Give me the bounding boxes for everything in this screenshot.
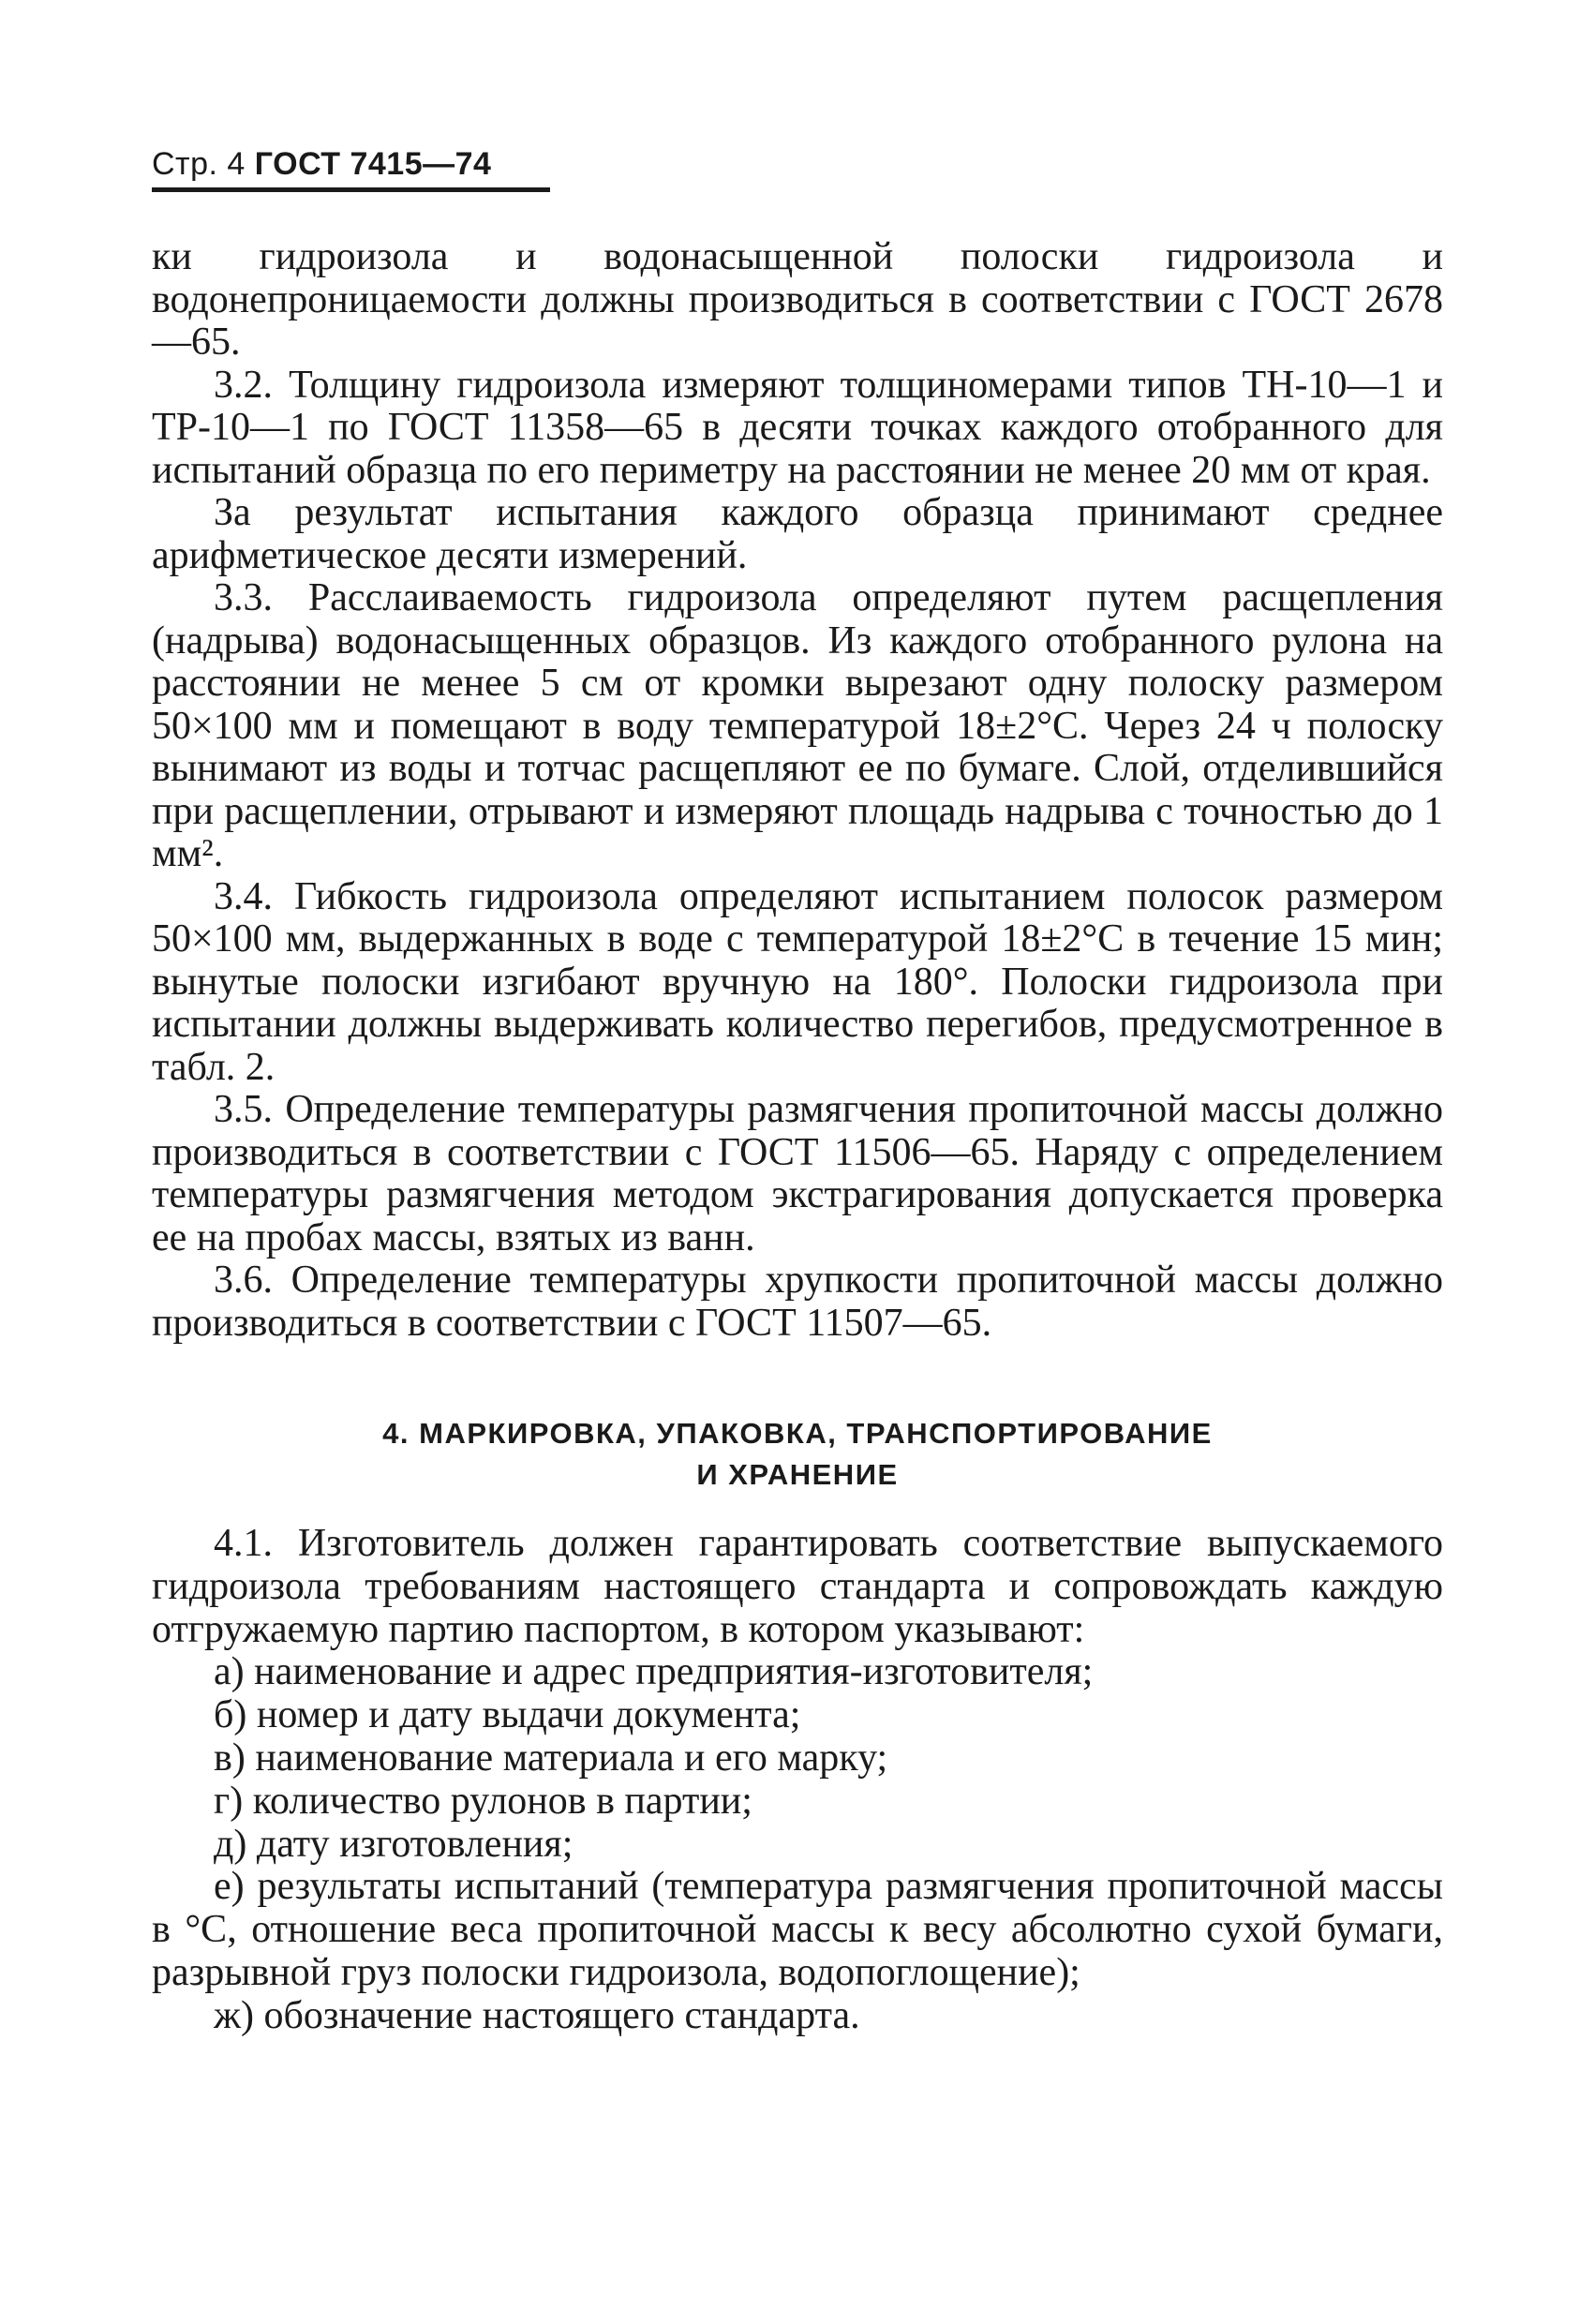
paragraph-3-4: 3.4. Гибкость гидроизола определяют испытанием полосок размером 50×100 мм, выдержанных в воде с температурой 18±2°С в течение 15 мин; вынутые полоски изгибают вручную на 180°. Полоски гидроизола при испытании должны выдерживать количество перегибов, предусмотренное в табл. 2. [152, 874, 1443, 1089]
header-rule [152, 187, 550, 192]
page-header [152, 146, 491, 183]
section-3-text [152, 236, 1443, 1345]
paragraph-3-5: 3.5. Определение температуры размягчения пропиточной массы должно производиться в соответствии с ГОСТ 11506—65. Наряду с определением температуры размягчения методом экстрагирования допускается проверка ее на пробах массы, взятых из ванн. [152, 1088, 1443, 1259]
page-number: Стр. 4 [152, 146, 246, 182]
section-4-text [152, 1523, 1443, 2038]
list-item-zh: ж) обозначение настоящего стандарта. [214, 1993, 860, 2037]
section-4-heading-line-2: И ХРАНЕНИЕ [696, 1458, 899, 1491]
paragraph-3-2-result: За результат испытания каждого образца принимают среднее арифметическое десяти измерений. [152, 491, 1443, 577]
list-item-e: е) результаты испытаний (температура размягчения пропиточной массы в °С, отношение веса пропиточной массы к весу абсолютно сухой бумаги, разрывной груз полоски гидроизола, водопоглощение); [152, 1865, 1443, 1994]
list-item-a: а) наименование и адрес предприятия-изготовителя; [214, 1650, 1094, 1694]
list-item-d: д) дату изготовления; [214, 1822, 574, 1866]
document-code: ГОСТ 7415—74 [254, 146, 492, 182]
section-4-heading [152, 1413, 1443, 1496]
paragraph-3-3: 3.3. Расслаиваемость гидроизола определяют путем расщепления (надрыва) водонасыщенных образцов. Из каждого отобранного рулона на расстоянии не менее 5 см от кромки вырезают одну полоску размером 50×100 мм и помещают в воду температурой 18±2°С. Через 24 ч полоску вынимают из воды и тотчас расщепляют ее по бумаге. Слой, отделившийся при расщеплении, отрывают и измеряют площадь надрыва с точностью до 1 мм². [152, 576, 1443, 875]
paragraph-continuation: ки гидроизола и водонасыщенной полоски гидроизола и водонепроницаемости должны производиться в соответствии с ГОСТ 2678—65. [152, 235, 1443, 364]
section-4-heading-line-1: 4. МАРКИРОВКА, УПАКОВКА, ТРАНСПОРТИРОВАНИЕ [382, 1417, 1213, 1450]
paragraph-4-1: 4.1. Изготовитель должен гарантировать соответствие выпускаемого гидроизола требованиям настоящего стандарта и сопровождать каждую отгружаемую партию паспортом, в котором указывают: [152, 1522, 1443, 1651]
list-item-g: г) количество рулонов в партии; [214, 1779, 752, 1823]
paragraph-3-6: 3.6. Определение температуры хрупкости пропиточной массы должно производиться в соответствии с ГОСТ 11507—65. [152, 1259, 1443, 1345]
list-item-v: в) наименование материала и его марку; [214, 1736, 888, 1780]
list-item-b: б) номер и дату выдачи документа; [214, 1693, 801, 1737]
paragraph-3-2: 3.2. Толщину гидроизола измеряют толщиномерами типов ТН-10—1 и ТР-10—1 по ГОСТ 11358—65 в десяти точках каждого отобранного для испытаний образца по его периметру на расстоянии не менее 20 мм от края. [152, 363, 1443, 492]
